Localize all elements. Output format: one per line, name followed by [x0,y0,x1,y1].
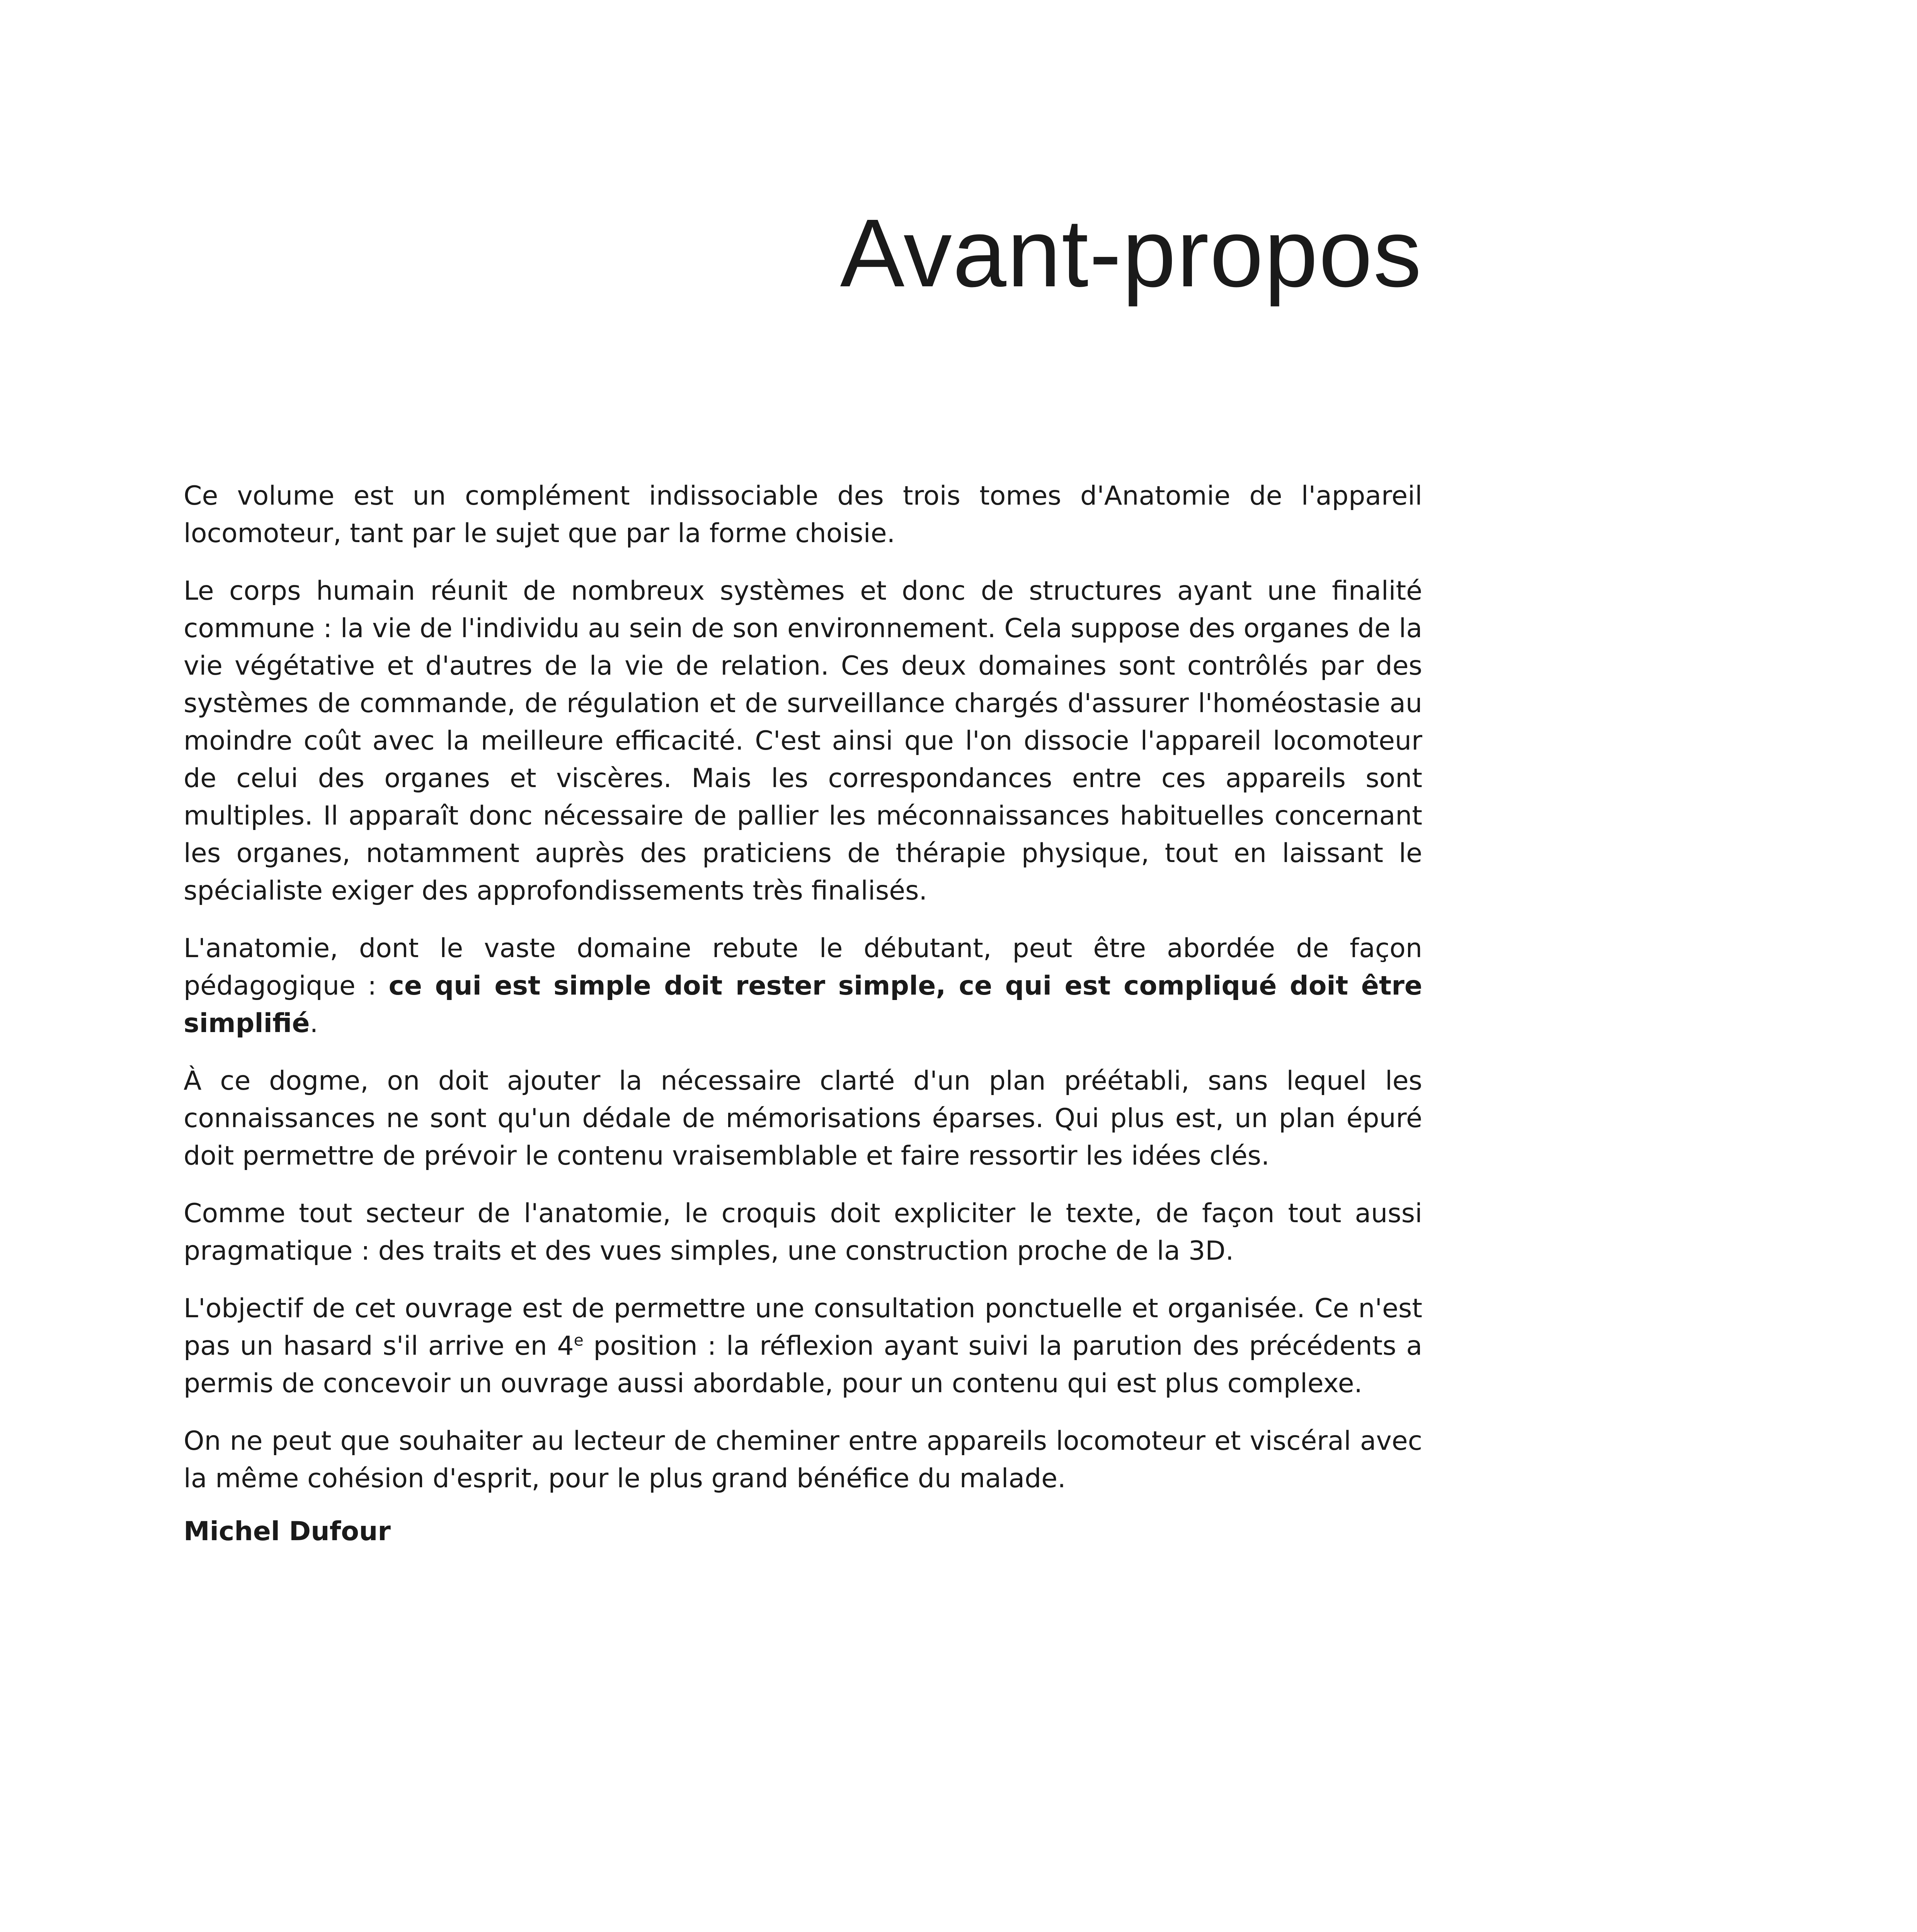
paragraph-6 [184,1290,1422,1402]
paragraph-3 [184,930,1422,1042]
paragraph-7: On ne peut que souhaiter au lecteur de cheminer entre appareils locomoteur et viscéral avec la même cohésion d'esprit, pour le plus grand bénéfice du malade. [184,1426,1422,1494]
page-title: Avant-propos [840,199,1422,307]
paragraph-5: Comme tout secteur de l'anatomie, le croquis doit expliciter le texte, de façon tout aussi pragmatique : des traits et des vues simples, une construction proche de la 3D. [184,1198,1422,1266]
paragraph-6-end: position : la réflexion ayant suivi la parution des précédents a permis de concevoir un ouvrage aussi abordable, pour un contenu qui est plus complexe. [184,1331,1422,1399]
paragraph-4: À ce dogme, on doit ajouter la nécessaire clarté d'un plan préétabli, sans lequel les connaissances ne sont qu'un dédale de mémorisations éparses. Qui plus est, un plan épuré doit permettre de prévoir le contenu vraisemblable et faire ressortir les idées clés. [184,1066,1422,1171]
paragraph-6-start: L'objectif de cet ouvrage est de permettre une consultation ponctuelle et organisée. Ce n'est pas un hasard s'il arrive en 4 [184,1293,1422,1361]
foreword-body [184,477,1422,1570]
paragraph-1: Ce volume est un complément indissociable des trois tomes d'Anatomie de l'appareil locomoteur, tant par le sujet que par la forme choisie. [184,481,1422,549]
paragraph-3-start: L'anatomie, dont le vaste domaine rebute le débutant, peut être abordée de façon pédagogique : [184,933,1422,1001]
paragraph-3-end: . [310,1008,318,1039]
ordinal-superscript: e [574,1331,584,1350]
paragraph-2: Le corps humain réunit de nombreux systèmes et donc de structures ayant une finalité commune : la vie de l'individu au sein de son environnement. Cela suppose des organes de la vie végétative et d'autres de la vie de relation. Ces deux domaines sont contrôlés par des systèmes de commande, de régulation et de surveillance chargés d'assurer l'homéostasie au moindre coût avec la meilleure efficacité. C'est ainsi que l'on dissocie l'appareil locomoteur de celui des organes et viscères. Mais les correspondances entre ces appareils sont multiples. Il apparaît donc nécessaire de pallier les méconnaissances habituelles concernant les organes, notamment auprès des praticiens de thérapie physique, tout en laissant le spécialiste exiger des approfondissements très finalisés. [184,576,1422,906]
paragraph-3-emphasis: ce qui est simple doit rester simple, ce qui est compliqué doit être simplifié [184,971,1422,1039]
author-signature: Michel Dufour [184,1516,391,1547]
